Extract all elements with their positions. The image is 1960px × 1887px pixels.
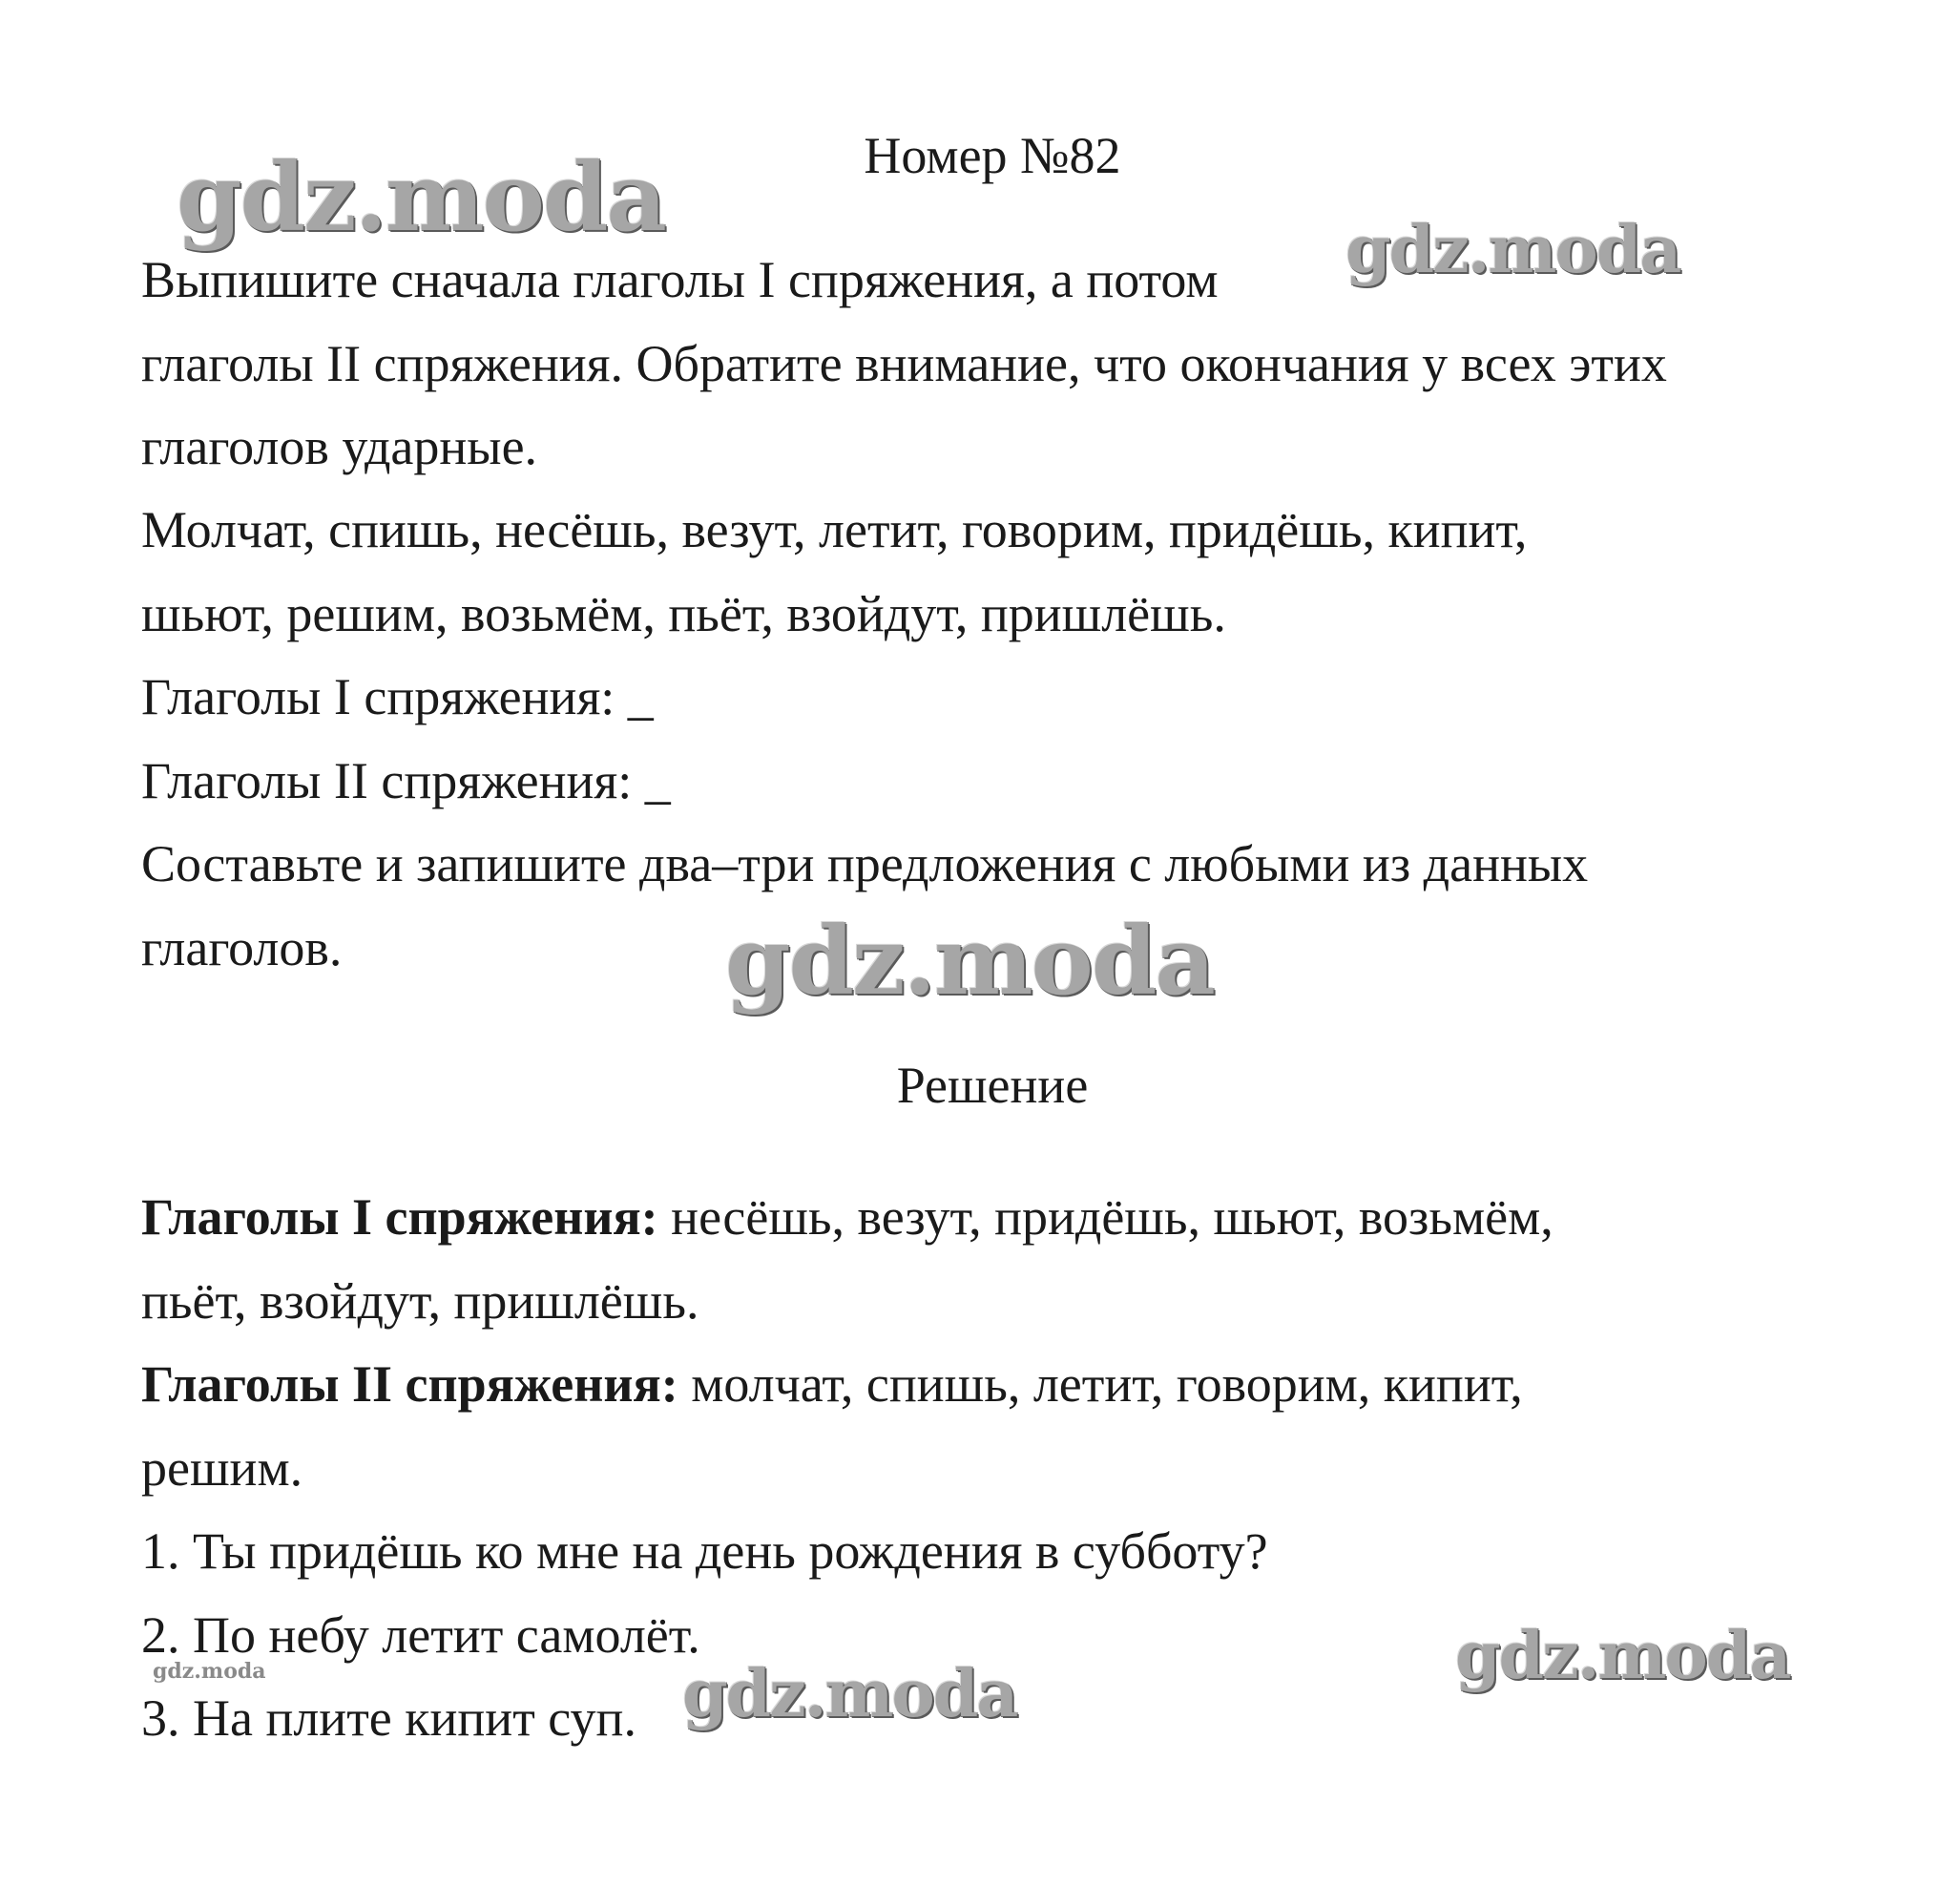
- watermark-logo: gdz.moda: [1455, 1618, 1790, 1694]
- sentence-1: 1. Ты придёшь ко мне на день рождения в субботу?: [141, 1522, 1268, 1580]
- watermark-small: gdz.moda: [153, 1659, 266, 1684]
- task-line-6: Глаголы I спряжения: _: [141, 668, 654, 725]
- conj1-verbs: несёшь, везут, придёшь, шьют, возьмём,: [657, 1188, 1553, 1246]
- solution-conj1-line1: [141, 1184, 1553, 1250]
- conj2-label: Глаголы II спряжения:: [141, 1355, 678, 1413]
- sentence-3: 3. На плите кипит суп.: [141, 1689, 636, 1747]
- sentence-2: 2. По небу летит самолёт.: [141, 1606, 700, 1664]
- watermark-logo: gdz.moda: [682, 1656, 1017, 1732]
- task-line-1: Выпишите сначала глаголы I спряжения, а потом: [141, 251, 1219, 308]
- solution-title: Решение: [896, 1057, 1089, 1114]
- task-line-3: глаголов ударные.: [141, 418, 538, 475]
- task-line-4: Молчат, спишь, несёшь, везут, летит, говорим, придёшь, кипит,: [141, 501, 1528, 558]
- conj2-verbs: молчат, спишь, летит, говорим, кипит,: [678, 1355, 1523, 1413]
- solution-conj1-line2: пьёт, взойдут, пришлёшь.: [141, 1272, 699, 1330]
- task-line-9: глаголов.: [141, 919, 343, 976]
- watermark-logo: gdz.moda: [177, 143, 665, 253]
- solution-conj2-line2: решим.: [141, 1439, 303, 1497]
- conj1-label: Глаголы I спряжения:: [141, 1188, 658, 1246]
- watermark-logo: gdz.moda: [1345, 212, 1680, 288]
- task-line-7: Глаголы II спряжения: _: [141, 752, 671, 809]
- solution-conj2-line1: [141, 1351, 1523, 1417]
- task-line-8: Составьте и запишите два–три предложения с любыми из данных: [141, 835, 1589, 892]
- task-line-5: шьют, решим, возьмём, пьёт, взойдут, пришлёшь.: [141, 585, 1226, 642]
- task-line-2: глаголы II спряжения. Обратите внимание, что окончания у всех этих: [141, 335, 1667, 392]
- watermark-logo: gdz.moda: [725, 907, 1214, 1017]
- exercise-title: Номер №82: [864, 127, 1121, 184]
